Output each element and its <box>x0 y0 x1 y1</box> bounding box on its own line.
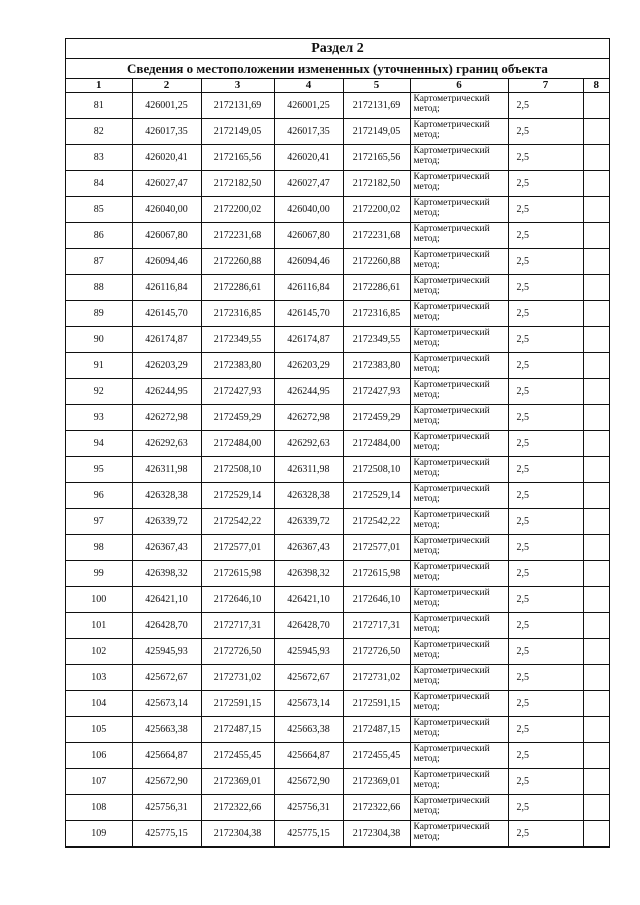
x-new-cell: 426328,38 <box>274 483 343 509</box>
table-row <box>66 327 609 353</box>
y-new-cell: 2172529,14 <box>343 483 410 509</box>
description-cell <box>583 561 609 587</box>
x-new-cell: 426428,70 <box>274 613 343 639</box>
y-old-cell: 2172529,14 <box>201 483 274 509</box>
y-new-cell: 2172484,00 <box>343 431 410 457</box>
point-number-cell: 102 <box>66 639 132 665</box>
accuracy-cell: 2,5 <box>508 171 583 197</box>
table-row <box>66 691 609 717</box>
table-row <box>66 457 609 483</box>
y-new-cell: 2172182,50 <box>343 171 410 197</box>
point-number-cell: 109 <box>66 821 132 847</box>
accuracy-cell: 2,5 <box>508 821 583 847</box>
point-number-cell: 88 <box>66 275 132 301</box>
column-number-row <box>66 79 609 93</box>
y-new-cell: 2172165,56 <box>343 145 410 171</box>
x-new-cell: 426421,10 <box>274 587 343 613</box>
accuracy-cell: 2,5 <box>508 119 583 145</box>
x-old-cell: 426174,87 <box>132 327 201 353</box>
y-old-cell: 2172131,69 <box>201 93 274 119</box>
accuracy-cell: 2,5 <box>508 509 583 535</box>
method-cell: Картометрический метод; <box>410 327 508 353</box>
table-row <box>66 665 609 691</box>
point-number-cell: 94 <box>66 431 132 457</box>
x-old-cell: 425672,67 <box>132 665 201 691</box>
x-new-cell: 426020,41 <box>274 145 343 171</box>
method-cell: Картометрический метод; <box>410 93 508 119</box>
accuracy-cell: 2,5 <box>508 457 583 483</box>
description-cell <box>583 587 609 613</box>
y-new-cell: 2172459,29 <box>343 405 410 431</box>
method-cell: Картометрический метод; <box>410 171 508 197</box>
y-new-cell: 2172322,66 <box>343 795 410 821</box>
x-old-cell: 425945,93 <box>132 639 201 665</box>
x-new-cell: 426272,98 <box>274 405 343 431</box>
description-cell <box>583 795 609 821</box>
table-row <box>66 639 609 665</box>
point-number-cell: 103 <box>66 665 132 691</box>
x-new-cell: 425672,67 <box>274 665 343 691</box>
y-old-cell: 2172316,85 <box>201 301 274 327</box>
x-old-cell: 425664,87 <box>132 743 201 769</box>
method-cell: Картометрический метод; <box>410 457 508 483</box>
x-old-cell: 426017,35 <box>132 119 201 145</box>
point-number-cell: 96 <box>66 483 132 509</box>
table-row <box>66 379 609 405</box>
y-old-cell: 2172508,10 <box>201 457 274 483</box>
x-old-cell: 426398,32 <box>132 561 201 587</box>
column-header: 2 <box>132 79 201 93</box>
method-cell: Картометрический метод; <box>410 613 508 639</box>
x-old-cell: 425663,38 <box>132 717 201 743</box>
point-number-cell: 82 <box>66 119 132 145</box>
x-new-cell: 425664,87 <box>274 743 343 769</box>
method-cell: Картометрический метод; <box>410 743 508 769</box>
accuracy-cell: 2,5 <box>508 743 583 769</box>
method-cell: Картометрический метод; <box>410 665 508 691</box>
y-old-cell: 2172731,02 <box>201 665 274 691</box>
x-old-cell: 426244,95 <box>132 379 201 405</box>
point-number-cell: 85 <box>66 197 132 223</box>
y-new-cell: 2172427,93 <box>343 379 410 405</box>
description-cell <box>583 249 609 275</box>
point-number-cell: 107 <box>66 769 132 795</box>
accuracy-cell: 2,5 <box>508 561 583 587</box>
x-new-cell: 426067,80 <box>274 223 343 249</box>
method-cell: Картометрический метод; <box>410 379 508 405</box>
column-header: 3 <box>201 79 274 93</box>
table-row <box>66 145 609 171</box>
y-new-cell: 2172231,68 <box>343 223 410 249</box>
x-old-cell: 426421,10 <box>132 587 201 613</box>
x-new-cell: 426017,35 <box>274 119 343 145</box>
y-new-cell: 2172149,05 <box>343 119 410 145</box>
table-row <box>66 301 609 327</box>
y-old-cell: 2172182,50 <box>201 171 274 197</box>
table-row <box>66 353 609 379</box>
description-cell <box>583 769 609 795</box>
accuracy-cell: 2,5 <box>508 145 583 171</box>
y-old-cell: 2172542,22 <box>201 509 274 535</box>
table-body <box>66 93 609 847</box>
table-row <box>66 717 609 743</box>
y-old-cell: 2172383,80 <box>201 353 274 379</box>
y-old-cell: 2172369,01 <box>201 769 274 795</box>
point-number-cell: 83 <box>66 145 132 171</box>
table-row <box>66 431 609 457</box>
description-cell <box>583 665 609 691</box>
accuracy-cell: 2,5 <box>508 665 583 691</box>
x-old-cell: 426328,38 <box>132 483 201 509</box>
x-new-cell: 425672,90 <box>274 769 343 795</box>
column-header: 6 <box>410 79 508 93</box>
y-old-cell: 2172149,05 <box>201 119 274 145</box>
description-cell <box>583 431 609 457</box>
y-old-cell: 2172726,50 <box>201 639 274 665</box>
x-old-cell: 426272,98 <box>132 405 201 431</box>
description-cell <box>583 145 609 171</box>
method-cell: Картометрический метод; <box>410 301 508 327</box>
y-old-cell: 2172231,68 <box>201 223 274 249</box>
y-old-cell: 2172304,38 <box>201 821 274 847</box>
y-old-cell: 2172286,61 <box>201 275 274 301</box>
table-row <box>66 93 609 119</box>
y-new-cell: 2172508,10 <box>343 457 410 483</box>
method-cell: Картометрический метод; <box>410 353 508 379</box>
table-row <box>66 535 609 561</box>
x-new-cell: 426367,43 <box>274 535 343 561</box>
method-cell: Картометрический метод; <box>410 483 508 509</box>
section-subtitle: Сведения о местоположении измененных (уточненных) границ объекта <box>66 59 609 79</box>
column-header: 5 <box>343 79 410 93</box>
table-row <box>66 171 609 197</box>
table-row <box>66 509 609 535</box>
y-new-cell: 2172286,61 <box>343 275 410 301</box>
description-cell <box>583 275 609 301</box>
y-new-cell: 2172383,80 <box>343 353 410 379</box>
accuracy-cell: 2,5 <box>508 353 583 379</box>
table-row <box>66 197 609 223</box>
y-new-cell: 2172316,85 <box>343 301 410 327</box>
table-row <box>66 119 609 145</box>
x-old-cell: 425673,14 <box>132 691 201 717</box>
accuracy-cell: 2,5 <box>508 639 583 665</box>
method-cell: Картометрический метод; <box>410 119 508 145</box>
y-new-cell: 2172615,98 <box>343 561 410 587</box>
y-old-cell: 2172165,56 <box>201 145 274 171</box>
column-header: 8 <box>583 79 609 93</box>
table-row <box>66 587 609 613</box>
x-new-cell: 425673,14 <box>274 691 343 717</box>
method-cell: Картометрический метод; <box>410 275 508 301</box>
y-old-cell: 2172455,45 <box>201 743 274 769</box>
description-cell <box>583 119 609 145</box>
x-old-cell: 426428,70 <box>132 613 201 639</box>
section-title: Раздел 2 <box>66 39 609 59</box>
y-new-cell: 2172304,38 <box>343 821 410 847</box>
point-number-cell: 89 <box>66 301 132 327</box>
x-new-cell: 426174,87 <box>274 327 343 353</box>
description-cell <box>583 639 609 665</box>
method-cell: Картометрический метод; <box>410 691 508 717</box>
x-new-cell: 425756,31 <box>274 795 343 821</box>
point-number-cell: 100 <box>66 587 132 613</box>
x-old-cell: 426311,98 <box>132 457 201 483</box>
y-old-cell: 2172717,31 <box>201 613 274 639</box>
y-old-cell: 2172322,66 <box>201 795 274 821</box>
point-number-cell: 87 <box>66 249 132 275</box>
description-cell <box>583 327 609 353</box>
x-new-cell: 426027,47 <box>274 171 343 197</box>
accuracy-cell: 2,5 <box>508 301 583 327</box>
x-old-cell: 426001,25 <box>132 93 201 119</box>
accuracy-cell: 2,5 <box>508 483 583 509</box>
x-new-cell: 426339,72 <box>274 509 343 535</box>
y-old-cell: 2172349,55 <box>201 327 274 353</box>
accuracy-cell: 2,5 <box>508 769 583 795</box>
x-old-cell: 425756,31 <box>132 795 201 821</box>
x-old-cell: 426094,46 <box>132 249 201 275</box>
document-frame <box>65 38 610 848</box>
accuracy-cell: 2,5 <box>508 275 583 301</box>
point-number-cell: 86 <box>66 223 132 249</box>
x-new-cell: 426244,95 <box>274 379 343 405</box>
accuracy-cell: 2,5 <box>508 691 583 717</box>
y-old-cell: 2172484,00 <box>201 431 274 457</box>
x-new-cell: 426040,00 <box>274 197 343 223</box>
x-new-cell: 426311,98 <box>274 457 343 483</box>
point-number-cell: 99 <box>66 561 132 587</box>
description-cell <box>583 457 609 483</box>
table-row <box>66 405 609 431</box>
accuracy-cell: 2,5 <box>508 717 583 743</box>
column-header: 7 <box>508 79 583 93</box>
table-row <box>66 613 609 639</box>
method-cell: Картометрический метод; <box>410 795 508 821</box>
y-old-cell: 2172427,93 <box>201 379 274 405</box>
x-new-cell: 425775,15 <box>274 821 343 847</box>
description-cell <box>583 301 609 327</box>
column-header: 4 <box>274 79 343 93</box>
method-cell: Картометрический метод; <box>410 639 508 665</box>
y-new-cell: 2172577,01 <box>343 535 410 561</box>
accuracy-cell: 2,5 <box>508 223 583 249</box>
x-new-cell: 426116,84 <box>274 275 343 301</box>
table-row <box>66 795 609 821</box>
y-old-cell: 2172260,88 <box>201 249 274 275</box>
x-old-cell: 426027,47 <box>132 171 201 197</box>
x-old-cell: 425672,90 <box>132 769 201 795</box>
y-old-cell: 2172615,98 <box>201 561 274 587</box>
x-new-cell: 426398,32 <box>274 561 343 587</box>
x-old-cell: 425775,15 <box>132 821 201 847</box>
x-old-cell: 426145,70 <box>132 301 201 327</box>
table-row <box>66 223 609 249</box>
point-number-cell: 81 <box>66 93 132 119</box>
table-row <box>66 275 609 301</box>
accuracy-cell: 2,5 <box>508 587 583 613</box>
y-old-cell: 2172459,29 <box>201 405 274 431</box>
y-new-cell: 2172455,45 <box>343 743 410 769</box>
y-old-cell: 2172591,15 <box>201 691 274 717</box>
description-cell <box>583 535 609 561</box>
y-new-cell: 2172349,55 <box>343 327 410 353</box>
x-old-cell: 426116,84 <box>132 275 201 301</box>
method-cell: Картометрический метод; <box>410 535 508 561</box>
table-row <box>66 561 609 587</box>
method-cell: Картометрический метод; <box>410 587 508 613</box>
accuracy-cell: 2,5 <box>508 613 583 639</box>
method-cell: Картометрический метод; <box>410 509 508 535</box>
x-old-cell: 426339,72 <box>132 509 201 535</box>
y-new-cell: 2172542,22 <box>343 509 410 535</box>
point-number-cell: 98 <box>66 535 132 561</box>
y-old-cell: 2172577,01 <box>201 535 274 561</box>
x-old-cell: 426292,63 <box>132 431 201 457</box>
description-cell <box>583 379 609 405</box>
point-number-cell: 95 <box>66 457 132 483</box>
x-new-cell: 426094,46 <box>274 249 343 275</box>
description-cell <box>583 509 609 535</box>
accuracy-cell: 2,5 <box>508 405 583 431</box>
y-new-cell: 2172731,02 <box>343 665 410 691</box>
y-old-cell: 2172646,10 <box>201 587 274 613</box>
x-old-cell: 426367,43 <box>132 535 201 561</box>
table-row <box>66 821 609 847</box>
y-new-cell: 2172131,69 <box>343 93 410 119</box>
description-cell <box>583 691 609 717</box>
method-cell: Картометрический метод; <box>410 145 508 171</box>
description-cell <box>583 353 609 379</box>
method-cell: Картометрический метод; <box>410 821 508 847</box>
accuracy-cell: 2,5 <box>508 795 583 821</box>
x-new-cell: 425945,93 <box>274 639 343 665</box>
point-number-cell: 106 <box>66 743 132 769</box>
accuracy-cell: 2,5 <box>508 197 583 223</box>
accuracy-cell: 2,5 <box>508 431 583 457</box>
description-cell <box>583 821 609 847</box>
method-cell: Картометрический метод; <box>410 561 508 587</box>
coordinates-table <box>66 79 609 847</box>
x-new-cell: 426145,70 <box>274 301 343 327</box>
point-number-cell: 91 <box>66 353 132 379</box>
description-cell <box>583 717 609 743</box>
y-new-cell: 2172369,01 <box>343 769 410 795</box>
x-new-cell: 426292,63 <box>274 431 343 457</box>
x-new-cell: 426203,29 <box>274 353 343 379</box>
description-cell <box>583 223 609 249</box>
accuracy-cell: 2,5 <box>508 379 583 405</box>
method-cell: Картометрический метод; <box>410 197 508 223</box>
table-row <box>66 483 609 509</box>
description-cell <box>583 743 609 769</box>
x-old-cell: 426040,00 <box>132 197 201 223</box>
y-old-cell: 2172487,15 <box>201 717 274 743</box>
point-number-cell: 90 <box>66 327 132 353</box>
x-new-cell: 426001,25 <box>274 93 343 119</box>
point-number-cell: 97 <box>66 509 132 535</box>
x-old-cell: 426203,29 <box>132 353 201 379</box>
point-number-cell: 108 <box>66 795 132 821</box>
method-cell: Картометрический метод; <box>410 223 508 249</box>
point-number-cell: 93 <box>66 405 132 431</box>
accuracy-cell: 2,5 <box>508 93 583 119</box>
method-cell: Картометрический метод; <box>410 769 508 795</box>
y-new-cell: 2172260,88 <box>343 249 410 275</box>
point-number-cell: 92 <box>66 379 132 405</box>
column-header: 1 <box>66 79 132 93</box>
x-new-cell: 425663,38 <box>274 717 343 743</box>
description-cell <box>583 197 609 223</box>
point-number-cell: 104 <box>66 691 132 717</box>
x-old-cell: 426067,80 <box>132 223 201 249</box>
description-cell <box>583 405 609 431</box>
method-cell: Картометрический метод; <box>410 249 508 275</box>
y-new-cell: 2172200,02 <box>343 197 410 223</box>
y-new-cell: 2172487,15 <box>343 717 410 743</box>
method-cell: Картометрический метод; <box>410 431 508 457</box>
table-row <box>66 769 609 795</box>
accuracy-cell: 2,5 <box>508 535 583 561</box>
y-new-cell: 2172717,31 <box>343 613 410 639</box>
x-old-cell: 426020,41 <box>132 145 201 171</box>
description-cell <box>583 93 609 119</box>
accuracy-cell: 2,5 <box>508 327 583 353</box>
method-cell: Картометрический метод; <box>410 717 508 743</box>
description-cell <box>583 171 609 197</box>
y-new-cell: 2172591,15 <box>343 691 410 717</box>
method-cell: Картометрический метод; <box>410 405 508 431</box>
y-old-cell: 2172200,02 <box>201 197 274 223</box>
point-number-cell: 84 <box>66 171 132 197</box>
table-row <box>66 249 609 275</box>
table-row <box>66 743 609 769</box>
y-new-cell: 2172646,10 <box>343 587 410 613</box>
point-number-cell: 101 <box>66 613 132 639</box>
point-number-cell: 105 <box>66 717 132 743</box>
accuracy-cell: 2,5 <box>508 249 583 275</box>
description-cell <box>583 613 609 639</box>
y-new-cell: 2172726,50 <box>343 639 410 665</box>
description-cell <box>583 483 609 509</box>
